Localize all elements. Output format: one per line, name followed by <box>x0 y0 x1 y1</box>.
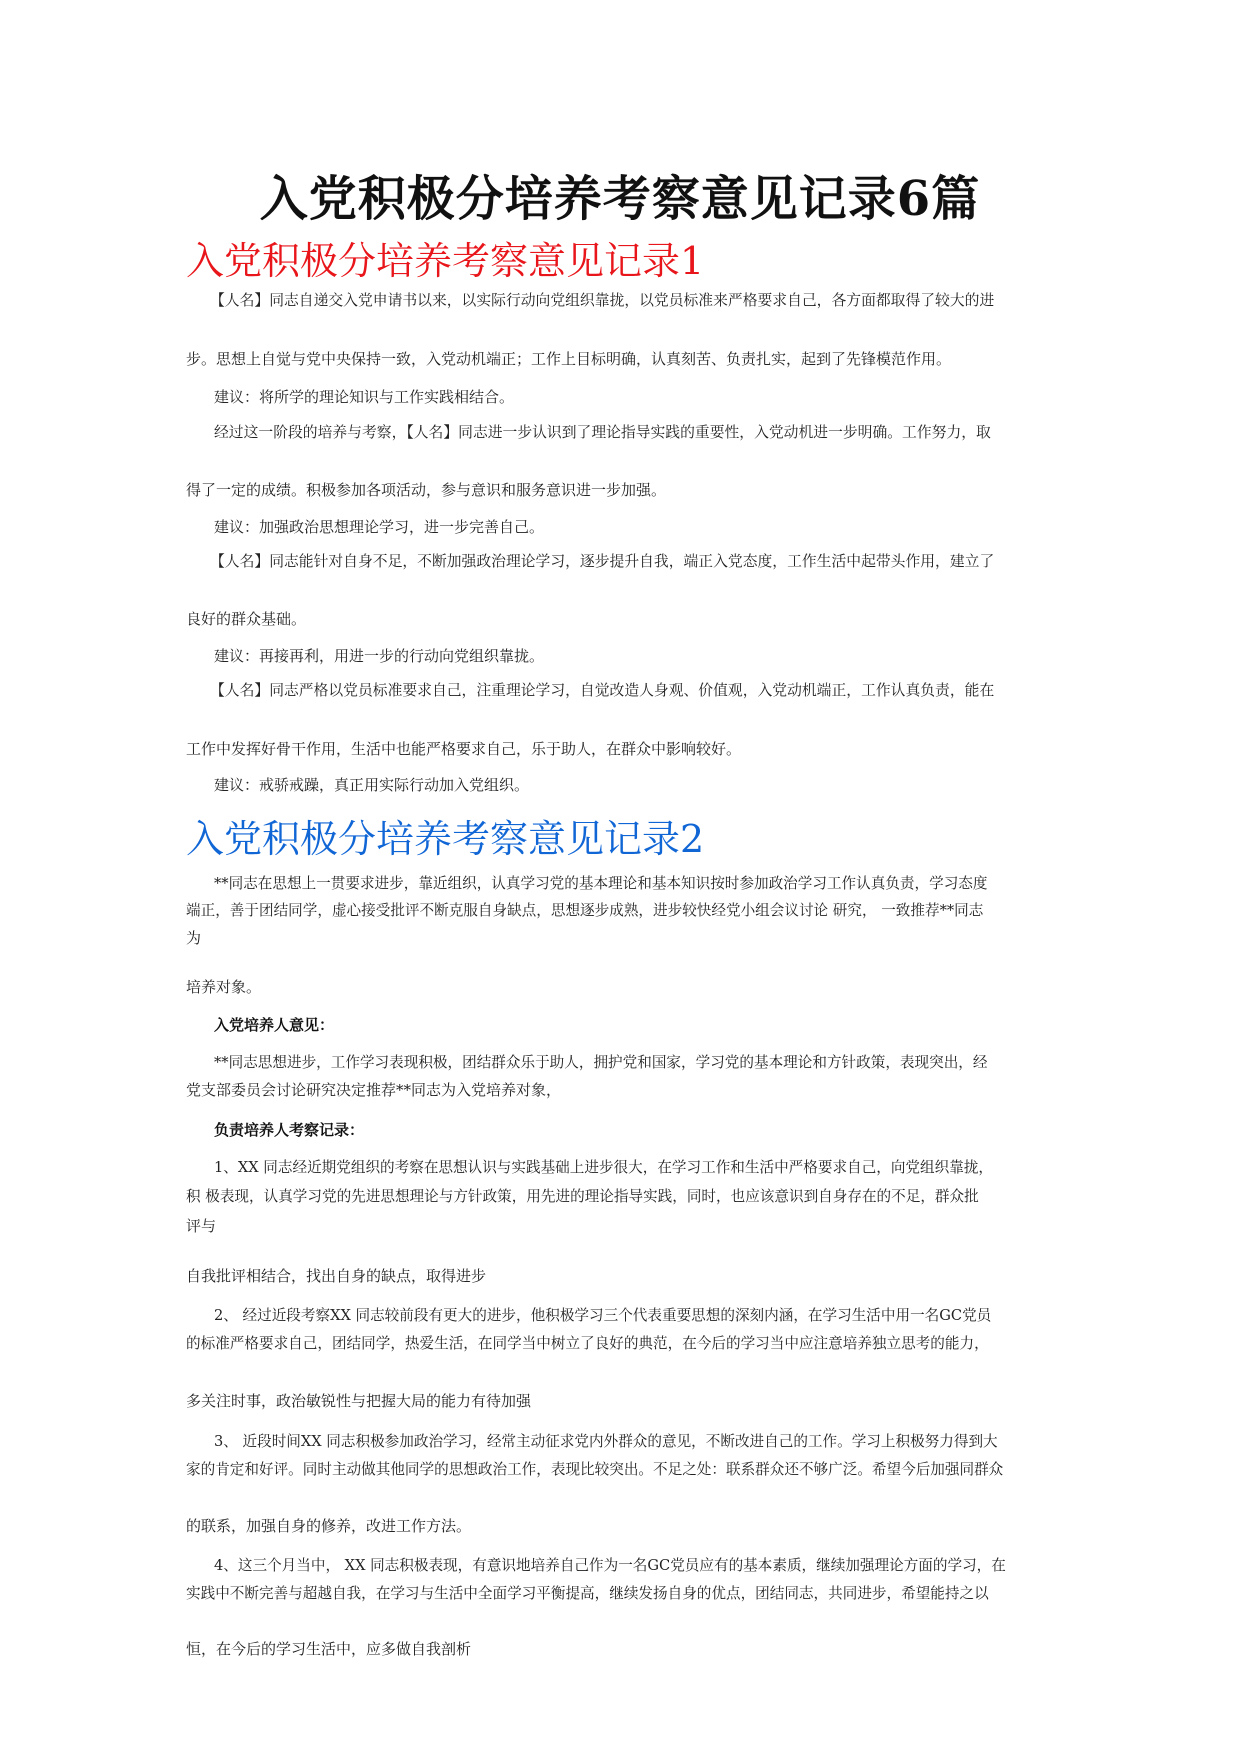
section-2-paragraph-line: 自我批评相结合，找出自身的缺点，取得进步 <box>186 1267 487 1285</box>
section-1-paragraph-line: 良好的群众基础。 <box>186 610 307 628</box>
section-2-paragraph-line: 4、这三个月当中， XX 同志积极表现，有意识地培养自己作为一名GC党员应有的基本素质，继续加强理论方面的学习，在 <box>214 1557 1006 1574</box>
section-2-paragraph-line: 1、XX 同志经近期党组织的考察在思想认识与实践基础上进步很大，在学习工作和生活中严格要求自己，向党组织靠拢， <box>214 1159 993 1176</box>
section-1-suggestion: 建议：再接再利，用进一步的行动向党组织靠拢。 <box>214 647 545 665</box>
section-1-suggestion: 建议：戒骄戒躁，真正用实际行动加入党组织。 <box>214 776 530 794</box>
section-2-paragraph-line: 评与 <box>186 1217 217 1235</box>
section-2-paragraph-line: 培养对象。 <box>186 978 262 996</box>
section-2-paragraph-line: 的联系，加强自身的修养，改进工作方法。 <box>186 1517 472 1535</box>
section-2-paragraph-line: 多关注时事，政治敏锐性与把握大局的能力有待加强 <box>186 1392 532 1410</box>
section-2-paragraph-line: 积 极表现，认真学习党的先进思想理论与方针政策，用先进的理论指导实践，同时，也应该意识到自身存在的不足，群众批 <box>186 1188 979 1205</box>
section-1-paragraph-line: 【人名】同志严格以党员标准要求自己，注重理论学习，自觉改造人身观、价值观，入党动机端正，工作认真负责，能在 <box>210 682 995 699</box>
section-2-paragraph-line: **同志在思想上一贯要求进步，靠近组织，认真学习党的基本理论和基本知识按时参加政治学习工作认真负责，学习态度 <box>214 875 988 892</box>
record-heading: 负责培养人考察记录： <box>214 1121 365 1139</box>
section-2-paragraph-line: **同志思想进步，工作学习表现积极，团结群众乐于助人，拥护党和国家，学习党的基本理论和方针政策，表现突出，经 <box>214 1054 988 1071</box>
section-2-paragraph-line: 为 <box>186 929 202 947</box>
section-2-paragraph-line: 恒，在今后的学习生活中，应多做自我剖析 <box>186 1640 472 1658</box>
section-1-paragraph-line: 得了一定的成绩。积极参加各项活动，参与意识和服务意识进一步加强。 <box>186 481 667 499</box>
section-2-paragraph-line: 端正，善于团结同学，虚心接受批评不断克服自身缺点，思想逐步成熟，进步较快经党小组会议讨论 研究， 一致推荐**同志 <box>186 902 984 919</box>
section-2-paragraph-line: 实践中不断完善与超越自我，在学习与生活中全面学习平衡提高，继续发扬自身的优点，团结同志，共同进步，希望能持之以 <box>186 1585 989 1602</box>
section-1-paragraph-line: 工作中发挥好骨干作用，生活中也能严格要求自己，乐于助人，在群众中影响较好。 <box>186 740 742 758</box>
section-1-suggestion: 建议：加强政治思想理论学习，进一步完善自己。 <box>214 518 545 536</box>
section-1-paragraph-line: 【人名】同志能针对自身不足，不断加强政治理论学习，逐步提升自我，端正入党态度，工作生活中起带头作用，建立了 <box>210 553 995 570</box>
trainer-opinion-heading: 入党培养人意见： <box>214 1016 335 1034</box>
section-2-paragraph-line: 的标准严格要求自己，团结同学，热爱生活，在同学当中树立了良好的典范，在今后的学习当中应注意培养独立思考的能力， <box>186 1335 989 1352</box>
section-2-heading: 入党积极分培养考察意见记录2 <box>186 817 705 861</box>
section-2-paragraph-line: 党支部委员会讨论研究决定推荐**同志为入党培养对象， <box>186 1081 562 1099</box>
section-1-suggestion: 建议：将所学的理论知识与工作实践相结合。 <box>214 388 515 406</box>
section-1-paragraph-line: 【人名】同志自递交入党申请书以来，以实际行动向党组织靠拢，以党员标准来严格要求自己，各方面都取得了较大的进 <box>210 292 995 309</box>
section-1-heading: 入党积极分培养考察意见记录1 <box>186 239 705 283</box>
section-2-paragraph-line: 家的肯定和好评。同时主动做其他同学的思想政治工作，表现比较突出。不足之处：联系群众还不够广泛。希望今后加强同群众 <box>186 1461 1004 1478</box>
section-2-paragraph-line: 2、 经过近段考察XX 同志较前段有更大的进步，他积极学习三个代表重要思想的深刻内涵，在学习生活中用一名GC党员 <box>214 1307 992 1324</box>
document-title: 入党积极分培养考察意见记录6篇 <box>259 171 981 227</box>
section-2-paragraph-line: 3、 近段时间XX 同志积极参加政治学习，经常主动征求党内外群众的意见，不断改进自己的工作。学习上积极努力得到大 <box>214 1433 998 1450</box>
section-1-paragraph-line: 经过这一阶段的培养与考察，【人名】同志进一步认识到了理论指导实践的重要性，入党动机进一步明确。工作努力，取 <box>214 424 991 441</box>
section-1-paragraph-line: 步。思想上自觉与党中央保持一致，入党动机端正；工作上目标明确，认真刻苦、负责扎实，起到了先锋模范作用。 <box>186 350 952 368</box>
